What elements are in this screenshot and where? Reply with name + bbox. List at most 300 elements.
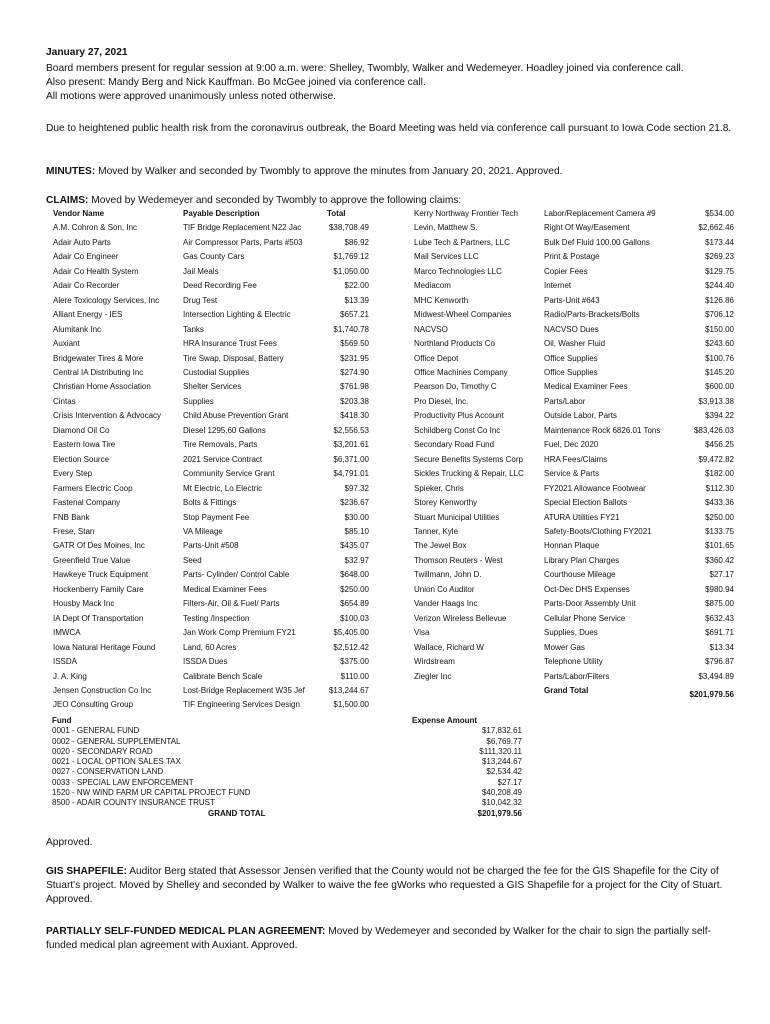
- vendor-name: Greenfield True Value: [53, 555, 131, 565]
- medical-plan-paragraph: [46, 925, 736, 953]
- payable-description: Parts- Cylinder/ Control Cable: [183, 570, 290, 580]
- vendor-name: Crisis Intervention & Advocacy: [53, 411, 162, 421]
- claim-total: $27.17: [709, 570, 734, 580]
- approved-text: Approved.: [46, 837, 93, 848]
- claim-row: [414, 207, 734, 221]
- claim-row: [414, 221, 734, 235]
- claim-total: $100.03: [340, 613, 369, 623]
- fund-row: [52, 726, 522, 736]
- total-header: Total: [327, 209, 346, 218]
- expense-amount-header: Expense Amount: [412, 716, 478, 725]
- claim-total: $980.94: [705, 584, 734, 594]
- vendor-name: Mediacom: [414, 281, 451, 291]
- vendor-name: ISSDA: [53, 657, 78, 667]
- claim-row: [53, 670, 369, 684]
- claim-row: [414, 467, 734, 481]
- claim-row: [53, 323, 369, 337]
- fund-grand-total-row: [52, 809, 522, 819]
- claim-total: $22.00: [344, 281, 369, 291]
- claim-row: [53, 597, 369, 611]
- payable-description: Calibrate Bench Scale: [183, 671, 263, 681]
- claim-row: [53, 221, 369, 235]
- vendor-name: Office Depot: [414, 353, 459, 363]
- payable-description: Honnan Plaque: [544, 541, 600, 551]
- fund-amount: $2,534.42: [486, 767, 522, 777]
- claim-total: $657.21: [340, 310, 369, 320]
- claim-total: $5,405.00: [333, 628, 369, 638]
- fund-grand-total-label: GRAND TOTAL: [208, 808, 266, 818]
- vendor-name: NACVSO: [414, 324, 448, 334]
- vendor-name: Secondary Road Fund: [414, 440, 495, 450]
- payable-description: Radio/Parts-Brackets/Bolts: [544, 310, 640, 320]
- claim-total: $569.50: [340, 339, 369, 349]
- payable-description: Bolts & Fittings: [183, 498, 237, 508]
- vendor-name: Wallace, Richard W: [414, 642, 484, 652]
- payable-description: Filters-Air, Oil & Fuel/ Parts: [183, 599, 280, 609]
- vendor-name: JEO Consulting Group: [53, 700, 134, 710]
- payable-description: Mt Electric, Lo Electric: [183, 483, 263, 493]
- claim-total: $112.30: [705, 483, 734, 493]
- payable-description: Parts-Unit #643: [544, 295, 600, 305]
- claim-row: [53, 684, 369, 698]
- fund-row: [52, 798, 522, 808]
- fund-amount: $111,320.11: [479, 746, 522, 756]
- gis-label: GIS SHAPEFILE:: [46, 866, 127, 877]
- payable-description: Land, 60 Acres: [183, 642, 237, 652]
- payable-description: ISSDA Dues: [183, 657, 228, 667]
- claim-row: [53, 424, 369, 438]
- claim-total: $244.40: [705, 281, 734, 291]
- meeting-date: January 27, 2021: [46, 47, 128, 58]
- claim-row: [53, 539, 369, 553]
- payable-description: Service & Parts: [544, 469, 600, 479]
- claim-total: $269.23: [705, 252, 734, 262]
- vendor-name: Adair Auto Parts: [53, 237, 111, 247]
- claim-row: [414, 641, 734, 655]
- payable-description: Parts-Door Assembly Unit: [544, 599, 636, 609]
- claim-total: $360.42: [705, 555, 734, 565]
- claim-row: [53, 308, 369, 322]
- claim-total: $2,662.46: [698, 223, 734, 233]
- fund-row: [52, 737, 522, 747]
- claim-row: [53, 380, 369, 394]
- payable-description: Child Abuse Prevention Grant: [183, 411, 289, 421]
- medical-plan-label: PARTIALLY SELF-FUNDED MEDICAL PLAN AGREEMENT:: [46, 926, 326, 937]
- claim-row: [53, 250, 369, 264]
- claim-row: [414, 323, 734, 337]
- claim-row: [414, 655, 734, 669]
- payable-description: HRA Fees/Claims: [544, 454, 608, 464]
- minutes-paragraph: [46, 165, 736, 179]
- vendor-name: Pearson Do, Timothy C: [414, 382, 497, 392]
- claim-row: [53, 641, 369, 655]
- payable-description: Labor/Replacement Camera #9: [544, 209, 656, 218]
- claim-total: $3,494.89: [698, 671, 734, 681]
- claim-row: [414, 583, 734, 597]
- vendor-name: Every Step: [53, 469, 93, 479]
- fund-amount: $10,042.32: [481, 798, 522, 808]
- claim-row: [53, 438, 369, 452]
- fund-amount: $17,832.61: [481, 726, 522, 736]
- claim-total: $1,500.00: [333, 700, 369, 710]
- claims-table-right: [414, 207, 734, 702]
- claim-row: [53, 568, 369, 582]
- vendor-name: IA Dept Of Transportation: [53, 613, 144, 623]
- payable-description: Lost-Bridge Replacement W35 Jef: [183, 685, 305, 695]
- claim-row: [414, 395, 734, 409]
- payable-description: Stop Payment Fee: [183, 512, 250, 522]
- payable-description: Supplies, Dues: [544, 628, 598, 638]
- claim-total: $3,913.38: [698, 396, 734, 406]
- vendor-name: Eastern Iowa Tire: [53, 440, 116, 450]
- payable-description: Office Supplies: [544, 353, 598, 363]
- claim-total: $110.00: [340, 671, 369, 681]
- vendor-name: Schildberg Const Co Inc: [414, 425, 501, 435]
- fund-row: [52, 767, 522, 777]
- payable-description: Office Supplies: [544, 367, 598, 377]
- claim-total: $101.65: [705, 541, 734, 551]
- payable-description: VA Mileage: [183, 526, 223, 536]
- claim-row: [414, 525, 734, 539]
- vendor-name: Adair Co Health System: [53, 266, 139, 276]
- payable-description: Tire Swap, Disposal, Battery: [183, 353, 284, 363]
- vendor-name: Cintas: [53, 396, 76, 406]
- claim-total: $250.00: [705, 512, 734, 522]
- vendor-name: Hockenberry Family Care: [53, 584, 144, 594]
- claims-table-left: [53, 207, 369, 713]
- payable-description: FY2021 Allowance Footwear: [544, 483, 646, 493]
- attendance-line: All motions were approved unanimously unless noted otherwise.: [46, 90, 336, 102]
- fund-amount: $27.17: [497, 777, 522, 787]
- vendor-name: Election Source: [53, 454, 110, 464]
- attendance-line: Board members present for regular session at 9:00 a.m. were: Shelley, Twombly, Walker and Wedemeyer. Hoadley joined via conference call.: [46, 63, 684, 74]
- claim-row: [414, 511, 734, 525]
- claim-total: $654.89: [340, 599, 369, 609]
- payable-description: Parts/Labor/Filters: [544, 671, 610, 681]
- claim-row: [414, 279, 734, 293]
- claim-total: $173.44: [705, 237, 734, 247]
- claim-row: [414, 496, 734, 510]
- claim-total: $9,472.82: [698, 454, 734, 464]
- vendor-name: IMWCA: [53, 628, 81, 638]
- claims-text: Moved by Wedemeyer and seconded by Twombly to approve the following claims:: [88, 195, 462, 206]
- claim-total: $534.00: [705, 209, 734, 218]
- payable-description: Parts-Unit #508: [183, 541, 239, 551]
- vendor-name: Alere Toxicology Services, Inc: [53, 295, 160, 305]
- payable-description: Drug Test: [183, 295, 218, 305]
- claim-total: $274.90: [340, 367, 369, 377]
- vendor-name: Diamond Oil Co: [53, 425, 110, 435]
- vendor-name: Jensen Construction Co Inc: [53, 685, 152, 695]
- payable-description: Oil, Washer Fluid: [544, 339, 606, 349]
- claim-row: [414, 236, 734, 250]
- payable-description: Maintenance Rock 6826.01 Tons: [544, 425, 661, 435]
- claim-row: [414, 337, 734, 351]
- claim-row: [53, 511, 369, 525]
- vendor-name: GATR Of Des Moines, Inc: [53, 541, 145, 551]
- vendor-name: Frese, Stan: [53, 526, 95, 536]
- vendor-name: Verizon Wireless Bellevue: [414, 613, 507, 623]
- claim-total: $2,556.53: [333, 425, 369, 435]
- claim-row: [414, 539, 734, 553]
- claim-total: $97.32: [344, 483, 369, 493]
- claim-total: $691.71: [705, 628, 734, 638]
- vendor-name: Bridgewater Tires & More: [53, 353, 144, 363]
- vendor-name: Storey Kenworthy: [414, 498, 478, 508]
- fund-name: 0021 - LOCAL OPTION SALES TAX: [52, 757, 181, 767]
- claims-grand-total-value: $201,979.56: [689, 689, 734, 699]
- minutes-label: MINUTES:: [46, 166, 96, 177]
- claims-paragraph: [46, 194, 736, 208]
- fund-header: Fund: [52, 716, 72, 725]
- fund-grand-total-value: $201,979.56: [477, 808, 522, 818]
- payable-description: HRA Insurance Trust Fees: [183, 339, 277, 349]
- vendor-name: Productivity Plus Account: [414, 411, 504, 421]
- claim-row: [414, 482, 734, 496]
- fund-name: 0027 - CONSERVATION LAND: [52, 767, 164, 777]
- payable-description: ATURA Utilities FY21: [544, 512, 620, 522]
- payable-description: Deed Recording Fee: [183, 281, 257, 291]
- claim-row: [53, 337, 369, 351]
- claim-row: [53, 698, 369, 712]
- gis-paragraph: [46, 865, 736, 906]
- vendor-name: Central IA Distributing Inc: [53, 367, 144, 377]
- attendance-block: [46, 62, 736, 103]
- claim-row: [414, 250, 734, 264]
- vendor-name: Levin, Matthew S.: [414, 223, 478, 233]
- claim-total: $126.86: [705, 295, 734, 305]
- vendor-name: Secure Benefits Systems Corp: [414, 454, 523, 464]
- claim-row: [414, 366, 734, 380]
- claim-row: [414, 597, 734, 611]
- claim-total: $2,512.42: [333, 642, 369, 652]
- claim-total: $3,201.61: [333, 440, 369, 450]
- claim-row: [414, 294, 734, 308]
- vendor-name: Alliant Energy - IES: [53, 310, 123, 320]
- gis-text: Auditor Berg stated that Assessor Jensen verified that the County would not be charged the fee for the GIS Shapefile for the City of Stuart's project. Moved by Shelley and seconded by Walker to waive the fee gWorks who requested a GIS Shapefile for a project for the City of Stuart. Approved.: [46, 866, 723, 905]
- vendor-name: Housby Mack Inc: [53, 599, 115, 609]
- fund-name: 0002 - GENERAL SUPPLEMENTAL: [52, 736, 181, 746]
- claim-total: $6,371.00: [333, 454, 369, 464]
- claim-total: $38,708.49: [328, 223, 369, 233]
- claim-row: [414, 380, 734, 394]
- claim-total: $433.36: [705, 498, 734, 508]
- claim-total: $1,740.78: [333, 324, 369, 334]
- payable-description: Supplies: [183, 396, 214, 406]
- payable-description: Mower Gas: [544, 642, 585, 652]
- vendor-name: Pro Diesel, Inc.: [414, 396, 469, 406]
- claim-total: $394.22: [705, 411, 734, 421]
- claim-total: $32.97: [344, 555, 369, 565]
- fund-header-row: [52, 716, 522, 726]
- claim-total: $13.39: [344, 295, 369, 305]
- claim-row: [414, 265, 734, 279]
- vendor-name: Mail Services LLC: [414, 252, 479, 262]
- vendor-name: Union Co Auditor: [414, 584, 475, 594]
- claim-row: [414, 424, 734, 438]
- payable-description: Copier Fees: [544, 266, 588, 276]
- claim-row: [53, 612, 369, 626]
- payable-description: Special Election Ballots: [544, 498, 628, 508]
- payable-description: 2021 Service Contract: [183, 454, 263, 464]
- vendor-name: Spieker, Chris: [414, 483, 464, 493]
- claim-total: $435.07: [340, 541, 369, 551]
- payable-description: Intersection Lighting & Electric: [183, 310, 291, 320]
- claim-total: $100.76: [705, 353, 734, 363]
- claim-row: [53, 482, 369, 496]
- claim-row: [53, 453, 369, 467]
- description-header: Payable Description: [183, 209, 260, 218]
- claim-row: [414, 670, 734, 684]
- claim-total: $129.75: [705, 266, 734, 276]
- payable-description: NACVSO Dues: [544, 324, 599, 334]
- vendor-name: Ziegler Inc: [414, 671, 452, 681]
- vendor-name: Lube Tech & Partners, LLC: [414, 237, 510, 247]
- payable-description: Right Of Way/Easement: [544, 223, 630, 233]
- claim-total: $85.10: [344, 526, 369, 536]
- claim-total: $133.75: [705, 526, 734, 536]
- fund-name: 0033 - SPECIAL LAW ENFORCEMENT: [52, 777, 194, 787]
- payable-description: Community Service Grant: [183, 469, 275, 479]
- claim-total: $250.00: [340, 584, 369, 594]
- claim-row: [53, 655, 369, 669]
- fund-row: [52, 757, 522, 767]
- payable-description: Shelter Services: [183, 382, 242, 392]
- fund-row: [52, 747, 522, 757]
- payable-description: Bulk Def Fluid 100.00 Gallons: [544, 237, 650, 247]
- fund-name: 8500 - ADAIR COUNTY INSURANCE TRUST: [52, 798, 215, 808]
- claim-total: $231.95: [340, 353, 369, 363]
- minutes-text: Moved by Walker and seconded by Twombly to approve the minutes from January 20, 2021. Approved.: [95, 166, 563, 177]
- claims-label: CLAIMS:: [46, 195, 89, 206]
- payable-description: Tanks: [183, 324, 204, 334]
- vendor-name: Vander Haags Inc: [414, 599, 478, 609]
- claim-row: [53, 265, 369, 279]
- payable-description: Outside Labor, Parts: [544, 411, 617, 421]
- claim-total: $243.60: [705, 339, 734, 349]
- claim-total: $706.12: [705, 310, 734, 320]
- vendor-name: Tanner, Kyle: [414, 526, 459, 536]
- payable-description: Courthouse Mileage: [544, 570, 616, 580]
- payable-description: Testing /Inspection: [183, 613, 250, 623]
- claim-total: $236.67: [340, 498, 369, 508]
- payable-description: Safety-Boots/Clothing FY2021: [544, 526, 652, 536]
- claim-row: [53, 395, 369, 409]
- vendor-name: J. A. King: [53, 671, 87, 681]
- payable-description: Diesel 1295.60 Gallons: [183, 425, 266, 435]
- covid-note: Due to heightened public health risk from the coronavirus outbreak, the Board Meeting was held via conference call pursuant to Iowa Code section 21.8.: [46, 123, 732, 134]
- fund-summary-table: [52, 716, 522, 819]
- claim-total: $13,244.67: [328, 685, 369, 695]
- claim-row: [414, 438, 734, 452]
- claim-total: $13.34: [709, 642, 734, 652]
- fund-row: [52, 778, 522, 788]
- claim-total: $1,769.12: [333, 252, 369, 262]
- vendor-name: Office Machines Company: [414, 367, 508, 377]
- vendor-name: Midwest-Wheel Companies: [414, 310, 512, 320]
- fund-amount: $6,769.77: [486, 736, 522, 746]
- claim-total: $1,050.00: [333, 266, 369, 276]
- claim-row: [53, 366, 369, 380]
- vendor-name: Farmers Electric Coop: [53, 483, 133, 493]
- claim-row: [53, 279, 369, 293]
- fund-name: 0020 - SECONDARY ROAD: [52, 746, 153, 756]
- vendor-header: Vendor Name: [53, 209, 105, 218]
- claim-row: [53, 583, 369, 597]
- claim-row: [53, 236, 369, 250]
- payable-description: TIF Engineering Services Design: [183, 700, 300, 710]
- claim-row: [414, 612, 734, 626]
- claim-total: $30.00: [344, 512, 369, 522]
- vendor-name: Adair Co Recorder: [53, 281, 120, 291]
- claim-row: [414, 308, 734, 322]
- payable-description: Medical Examiner Fees: [544, 382, 628, 392]
- vendor-name: Twillmann, John D.: [414, 570, 482, 580]
- payable-description: Parts/Labor: [544, 396, 586, 406]
- payable-description: Cellular Phone Service: [544, 613, 626, 623]
- claim-row: [53, 409, 369, 423]
- claim-row: [414, 409, 734, 423]
- claim-total: $203.38: [340, 396, 369, 406]
- vendor-name: Stuart Municipal Utilities: [414, 512, 500, 522]
- vendor-name: Marco Technologies LLC: [414, 266, 502, 276]
- claim-row: [53, 554, 369, 568]
- vendor-name: Alumitank Inc: [53, 324, 102, 334]
- payable-description: Jail Meals: [183, 266, 219, 276]
- payable-description: Gas County Cars: [183, 252, 245, 262]
- claim-row: [53, 496, 369, 510]
- claim-row: [53, 467, 369, 481]
- claim-row: [53, 294, 369, 308]
- claim-row: [53, 525, 369, 539]
- claim-row: [53, 352, 369, 366]
- claim-row: [53, 626, 369, 640]
- payable-description: Tire Removals, Parts: [183, 440, 258, 450]
- vendor-name: Adair Co Engineer: [53, 252, 119, 262]
- payable-description: Library Plan Charges: [544, 555, 620, 565]
- claim-row: [414, 554, 734, 568]
- medical-plan-text: Moved by Wedemeyer and seconded by Walker for the chair to sign the partially self-funded medical plan agreement with Auxiant. Approved.: [46, 926, 712, 951]
- claim-total: $648.00: [340, 570, 369, 580]
- claims-grand-total-row: [414, 684, 734, 702]
- vendor-name: Wirdstream: [414, 657, 455, 667]
- vendor-name: FNB Bank: [53, 512, 90, 522]
- payable-description: Fuel, Dec 2020: [544, 440, 599, 450]
- vendor-name: Northland Products Co: [414, 339, 495, 349]
- claim-row: [414, 626, 734, 640]
- claim-total: $761.98: [340, 382, 369, 392]
- claim-row: [414, 568, 734, 582]
- claim-total: $418.30: [340, 411, 369, 421]
- vendor-name: Kerry Northway Frontier Tech: [414, 209, 518, 218]
- claims-grand-total-label: Grand Total: [544, 685, 589, 695]
- claim-total: $182.00: [705, 469, 734, 479]
- fund-amount: $40,208.49: [481, 788, 522, 798]
- fund-amount: $13,244.67: [481, 757, 522, 767]
- payable-description: Print & Postage: [544, 252, 600, 262]
- claims-grand-total-spacer: [414, 684, 544, 702]
- vendor-name: MHC Kenworth: [414, 295, 469, 305]
- payable-description: Jan Work Comp Premium FY21: [183, 628, 296, 638]
- payable-description: Internet: [544, 281, 572, 291]
- vendor-name: A.M. Cohron & Son, Inc: [53, 223, 138, 233]
- claim-total: $150.00: [705, 324, 734, 334]
- claim-total: $4,791.01: [333, 469, 369, 479]
- fund-name: 1520 - NW WIND FARM UR CAPITAL PROJECT FUND: [52, 788, 251, 798]
- payable-description: Seed: [183, 555, 202, 565]
- payable-description: Telephone Utility: [544, 657, 603, 667]
- claim-row: [414, 453, 734, 467]
